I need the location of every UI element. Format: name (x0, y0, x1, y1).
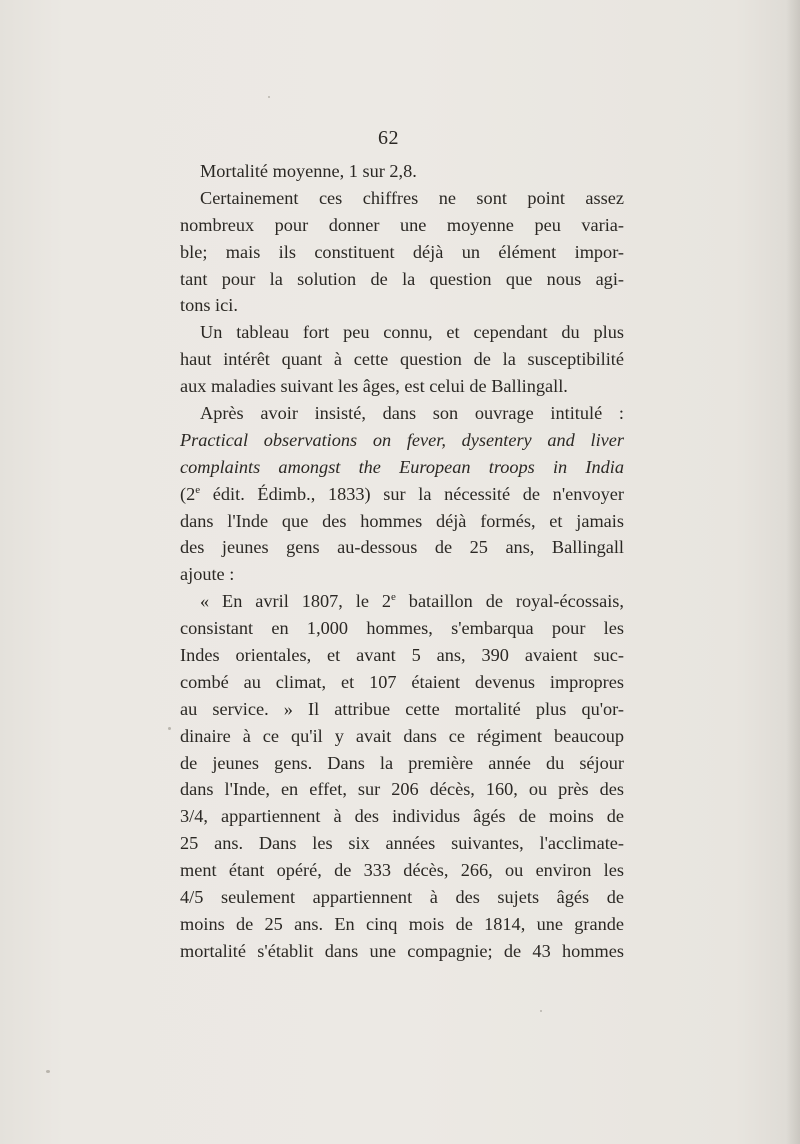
text-fragment: « En avril 1807, le 2 (200, 591, 391, 612)
paper-speck (168, 727, 171, 730)
text-line (180, 481, 624, 508)
text-line: mortalité s'établit dans une compagnie; de 43 hommes (180, 940, 624, 961)
superscript: e (195, 483, 201, 496)
text-fragment: bataillon de royal-écossais, (395, 591, 624, 612)
text-line: Certainement ces chiffres ne sont point assez (200, 187, 624, 208)
text-line: consistant en 1,000 hommes, s'embarqua pour les (180, 618, 624, 639)
text-line: dinaire à ce qu'il y avait dans ce régiment beaucoup (180, 725, 624, 746)
page-number: 62 (378, 127, 399, 149)
text-line: Mortalité moyenne, 1 sur 2,8. (200, 161, 417, 181)
text-line: tant pour la solution de la question que nous agi- (180, 268, 624, 289)
text-line: de jeunes gens. Dans la première année du séjour (180, 752, 624, 773)
text-line: Indes orientales, et avant 5 ans, 390 avaient suc- (180, 645, 624, 666)
paper-speck (268, 96, 270, 98)
text-line: Après avoir insisté, dans son ouvrage intitulé : (200, 403, 624, 424)
paper-speck (540, 1010, 542, 1012)
body-text (180, 158, 624, 965)
text-line: ble; mais ils constituent déjà un élément impor- (180, 241, 624, 262)
text-line: 3/4, appartiennent à des individus âgés de moins de (180, 806, 624, 827)
text-line: 4/5 seulement appartiennent à des sujets âgés de (180, 887, 624, 908)
text-line: Un tableau fort peu connu, et cependant du plus (200, 322, 624, 343)
text-line: au service. » Il attribue cette mortalité plus qu'or- (180, 698, 624, 719)
text-line: dans l'Inde que des hommes déjà formés, et jamais (180, 510, 624, 531)
text-line: des jeunes gens au-dessous de 25 ans, Ballingall (180, 537, 624, 558)
text-line: nombreux pour donner une moyenne peu varia- (180, 214, 624, 235)
text-line: tons ici. (180, 295, 238, 316)
paper-speck (46, 1070, 50, 1073)
text-line: haut intérêt quant à cette question de la susceptibilité (180, 349, 624, 370)
text-fragment: édit. Édimb., 1833) sur la nécessité de n'envoyer (200, 483, 624, 504)
superscript: e (391, 591, 396, 604)
text-line (180, 588, 624, 615)
page-edge-shadow (786, 0, 800, 1144)
text-line: ajoute : (180, 564, 235, 585)
text-line: combé au climat, et 107 étaient devenus impropres (180, 671, 624, 692)
text-line: 25 ans. Dans les six années suivantes, l'acclimate- (180, 833, 624, 854)
text-line: dans l'Inde, en effet, sur 206 décès, 160, ou près des (180, 779, 624, 800)
text-line: ment étant opéré, de 333 décès, 266, ou environ les (180, 860, 624, 881)
text-line: complaints amongst the European troops in India (180, 456, 624, 477)
text-fragment: (2 (180, 483, 196, 504)
text-line: Practical observations on fever, dysentery and liver (180, 429, 624, 450)
text-line: aux maladies suivant les âges, est celui de Ballingall. (180, 376, 568, 397)
text-line: moins de 25 ans. En cinq mois de 1814, une grande (180, 913, 624, 934)
